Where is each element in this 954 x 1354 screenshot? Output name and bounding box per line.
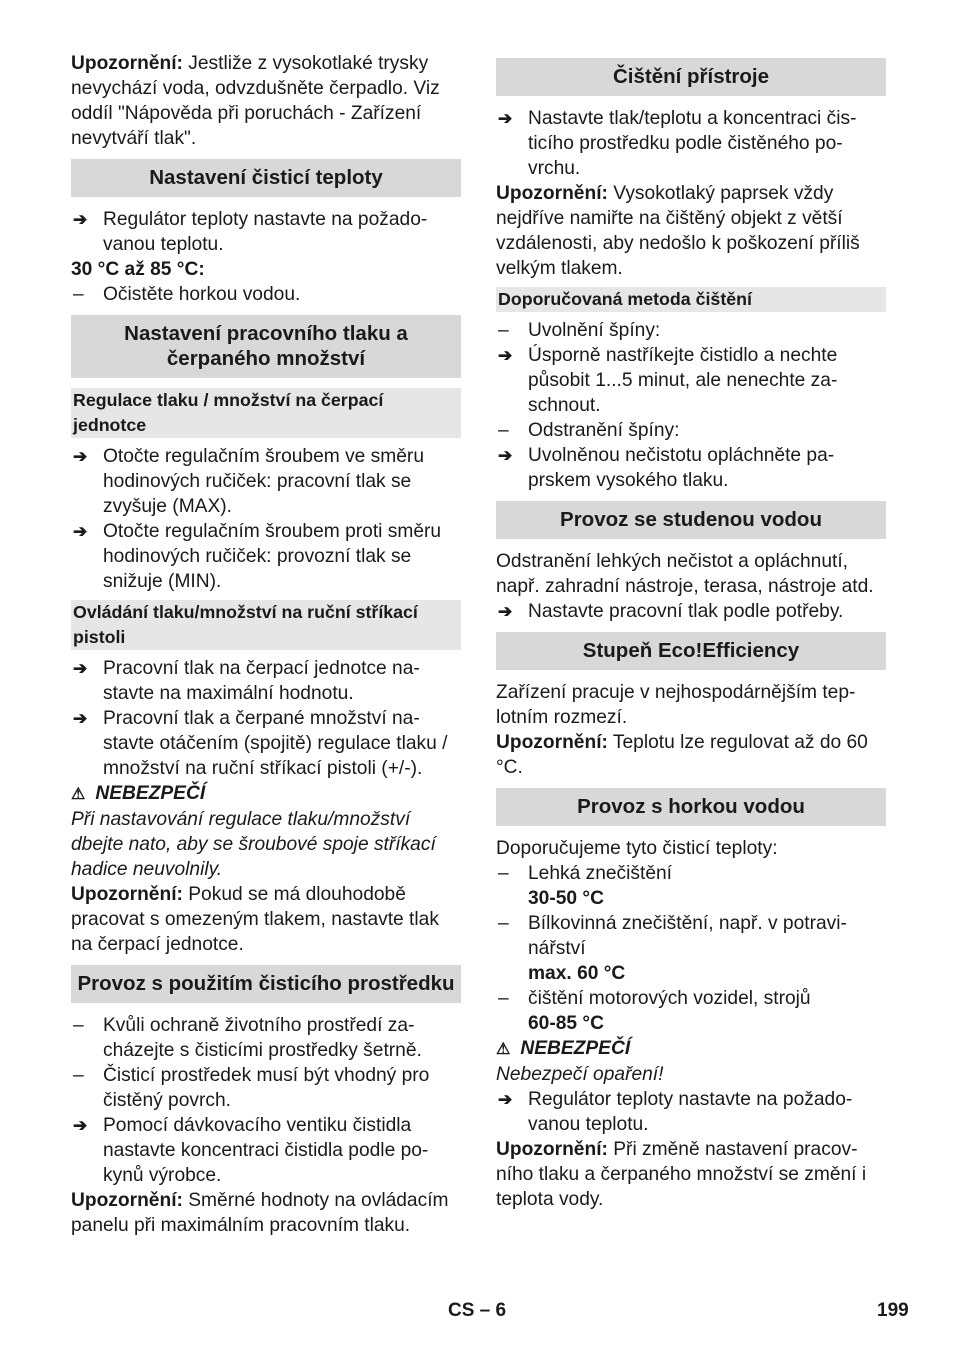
arrow-icon: ➔ [498,109,513,128]
paragraph: Odstranění lehkých nečistot a opláchnutí, např. zahradní nástroje, terasa, nástroje atd. [496,551,874,597]
arrow-icon: ➔ [73,709,88,728]
arrow-icon: ➔ [498,1090,513,1109]
arrow-icon: ➔ [73,210,88,229]
danger-text: Nebezpečí opaření! [496,1064,664,1085]
list-item: ➔ Pomocí dávkovacího ventiku čistidla nastavte koncentraci čistidla podle pokynů výrobce. [73,1115,429,1186]
arrow-icon: ➔ [498,346,513,365]
list-item: – Očistěte horkou vodou. [73,284,301,305]
heading-cleaning-temperature: Nastavení čisticí teploty [71,159,461,197]
note-text: Jestliže z vysokotlaké trysky nevychází voda, odvzdušněte čerpadlo. Viz oddíl "Nápověda při poruchách - Zařízení nevytváří tlak". [71,53,440,149]
list-item: ➔ Regulátor teploty nastavte na požadovanou teplotu. [73,209,428,255]
list-item: – Bílkovinná znečištění, např. v potravinářství max. 60 °C [498,913,847,984]
heading-hot-water: Provoz s horkou vodou [496,788,886,826]
temperature-value: 60-85 °C [528,1013,604,1034]
paragraph: Zařízení pracuje v nejhospodárnějším teplotním rozmezí. [496,682,856,728]
list-item: ➔ Pracovní tlak a čerpané množství nastavte otáčením (spojitě) regulace tlaku / množství na ruční stříkací pistoli (+/-). [73,708,448,779]
paragraph: Doporučujeme tyto čisticí teploty: [496,838,778,859]
temperature-value: max. 60 °C [528,963,626,984]
note-label: Upozornění: [71,53,183,74]
heading-device-cleaning: Čištění přístroje [496,58,886,96]
list-item: ➔ Úsporně nastříkejte čistidlo a nechte působit 1...5 minut, ale nenechte zaschnout. [498,345,838,416]
note: Upozornění: Teplotu lze regulovat až do 60 °C. [496,732,868,778]
dash-marker: – [498,420,509,441]
arrow-icon: ➔ [498,602,513,621]
danger-heading: ⚠ NEBEZPEČÍ [496,1038,631,1059]
intro-note [71,51,461,151]
arrow-icon: ➔ [73,447,88,466]
arrow-icon: ➔ [73,659,88,678]
dash-marker: – [498,913,509,934]
list-item: ➔ Nastavte pracovní tlak podle potřeby. [498,601,844,622]
list-item: – Lehká znečištění 30-50 °C [498,863,672,909]
list-item: – Čisticí prostředek musí být vhodný pro čistěný povrch. [73,1065,430,1111]
list-item: ➔ Otočte regulačním šroubem ve směru hodinových ručiček: pracovní tlak se zvyšuje (MAX). [73,446,424,517]
warning-icon: ⚠ [496,1041,511,1058]
note: Upozornění: Při změně nastavení pracovního tlaku a čerpaného množství se změní i teplota vody. [496,1139,867,1210]
list-item: ➔ Pracovní tlak na čerpací jednotce nastavte na maximální hodnotu. [73,658,420,704]
dash-marker: – [498,988,509,1009]
warning-icon: ⚠ [71,786,86,803]
heading-detergent-operation: Provoz s použitím čisticího prostředku [71,965,461,1003]
temperature-value: 30-50 °C [528,888,604,909]
list-item: ➔ Nastavte tlak/teplotu a koncentraci čisticího prostředku podle čistěného povrchu. [498,108,857,179]
list-item: – Uvolnění špíny: [498,320,661,341]
dash-marker: – [498,863,509,884]
temperature-range: 30 °C až 85 °C: [71,259,205,280]
note: Upozornění: Směrné hodnoty na ovládacím panelu při maximálním pracovním tlaku. [71,1190,449,1236]
note: Upozornění: Pokud se má dlouhodobě pracovat s omezeným tlakem, nastavte tlak na čerpací jednotce. [71,884,439,955]
list-item: ➔ Otočte regulačním šroubem proti směru hodinových ručiček: provozní tlak se snižuje (MIN). [73,521,442,592]
note: Upozornění: Vysokotlaký paprsek vždy nejdříve namiřte na čištěný objekt z větší vzdálenosti, aby nedošlo k poškození příliš velkým tlakem. [496,183,860,279]
subheading-gun-regulation: Ovládání tlaku/množství na ruční stříkací pistoli [71,600,461,650]
list-item: ➔ Regulátor teploty nastavte na požadovanou teplotu. [498,1089,853,1135]
page-number: 199 [877,1300,909,1321]
list-item: – Kvůli ochraně životního prostředí zacházejte s čisticími prostředky šetrně. [73,1015,422,1061]
heading-pressure-settings: Nastavení pracovního tlaku a čerpaného množství [71,315,461,378]
list-item: – Odstranění špíny: [498,420,680,441]
dash-marker: – [73,284,84,305]
section-label: CS – 6 [448,1300,507,1321]
arrow-icon: ➔ [73,522,88,541]
right-column [496,51,886,1212]
danger-text: Při nastavování regulace tlaku/množství dbejte nato, aby se šroubové spoje stříkací hadice neuvolnily. [71,809,436,880]
dash-marker: – [73,1065,84,1086]
arrow-icon: ➔ [498,446,513,465]
list-item: ➔ Uvolněnou nečistotu opláchněte paprskem vysokého tlaku. [498,445,835,491]
left-column [71,51,461,1238]
arrow-icon: ➔ [73,1116,88,1135]
subheading-pump-regulation: Regulace tlaku / množství na čerpací jednotce [71,388,461,438]
danger-heading: ⚠ NEBEZPEČÍ [71,783,206,804]
list-item: – čištění motorových vozidel, strojů 60-85 °C [498,988,811,1034]
dash-marker: – [73,1015,84,1036]
heading-cold-water: Provoz se studenou vodou [496,501,886,539]
dash-marker: – [498,320,509,341]
subheading-recommended-method: Doporučovaná metoda čištění [496,287,886,312]
heading-eco-efficiency: Stupeň Eco!Efficiency [496,632,886,670]
